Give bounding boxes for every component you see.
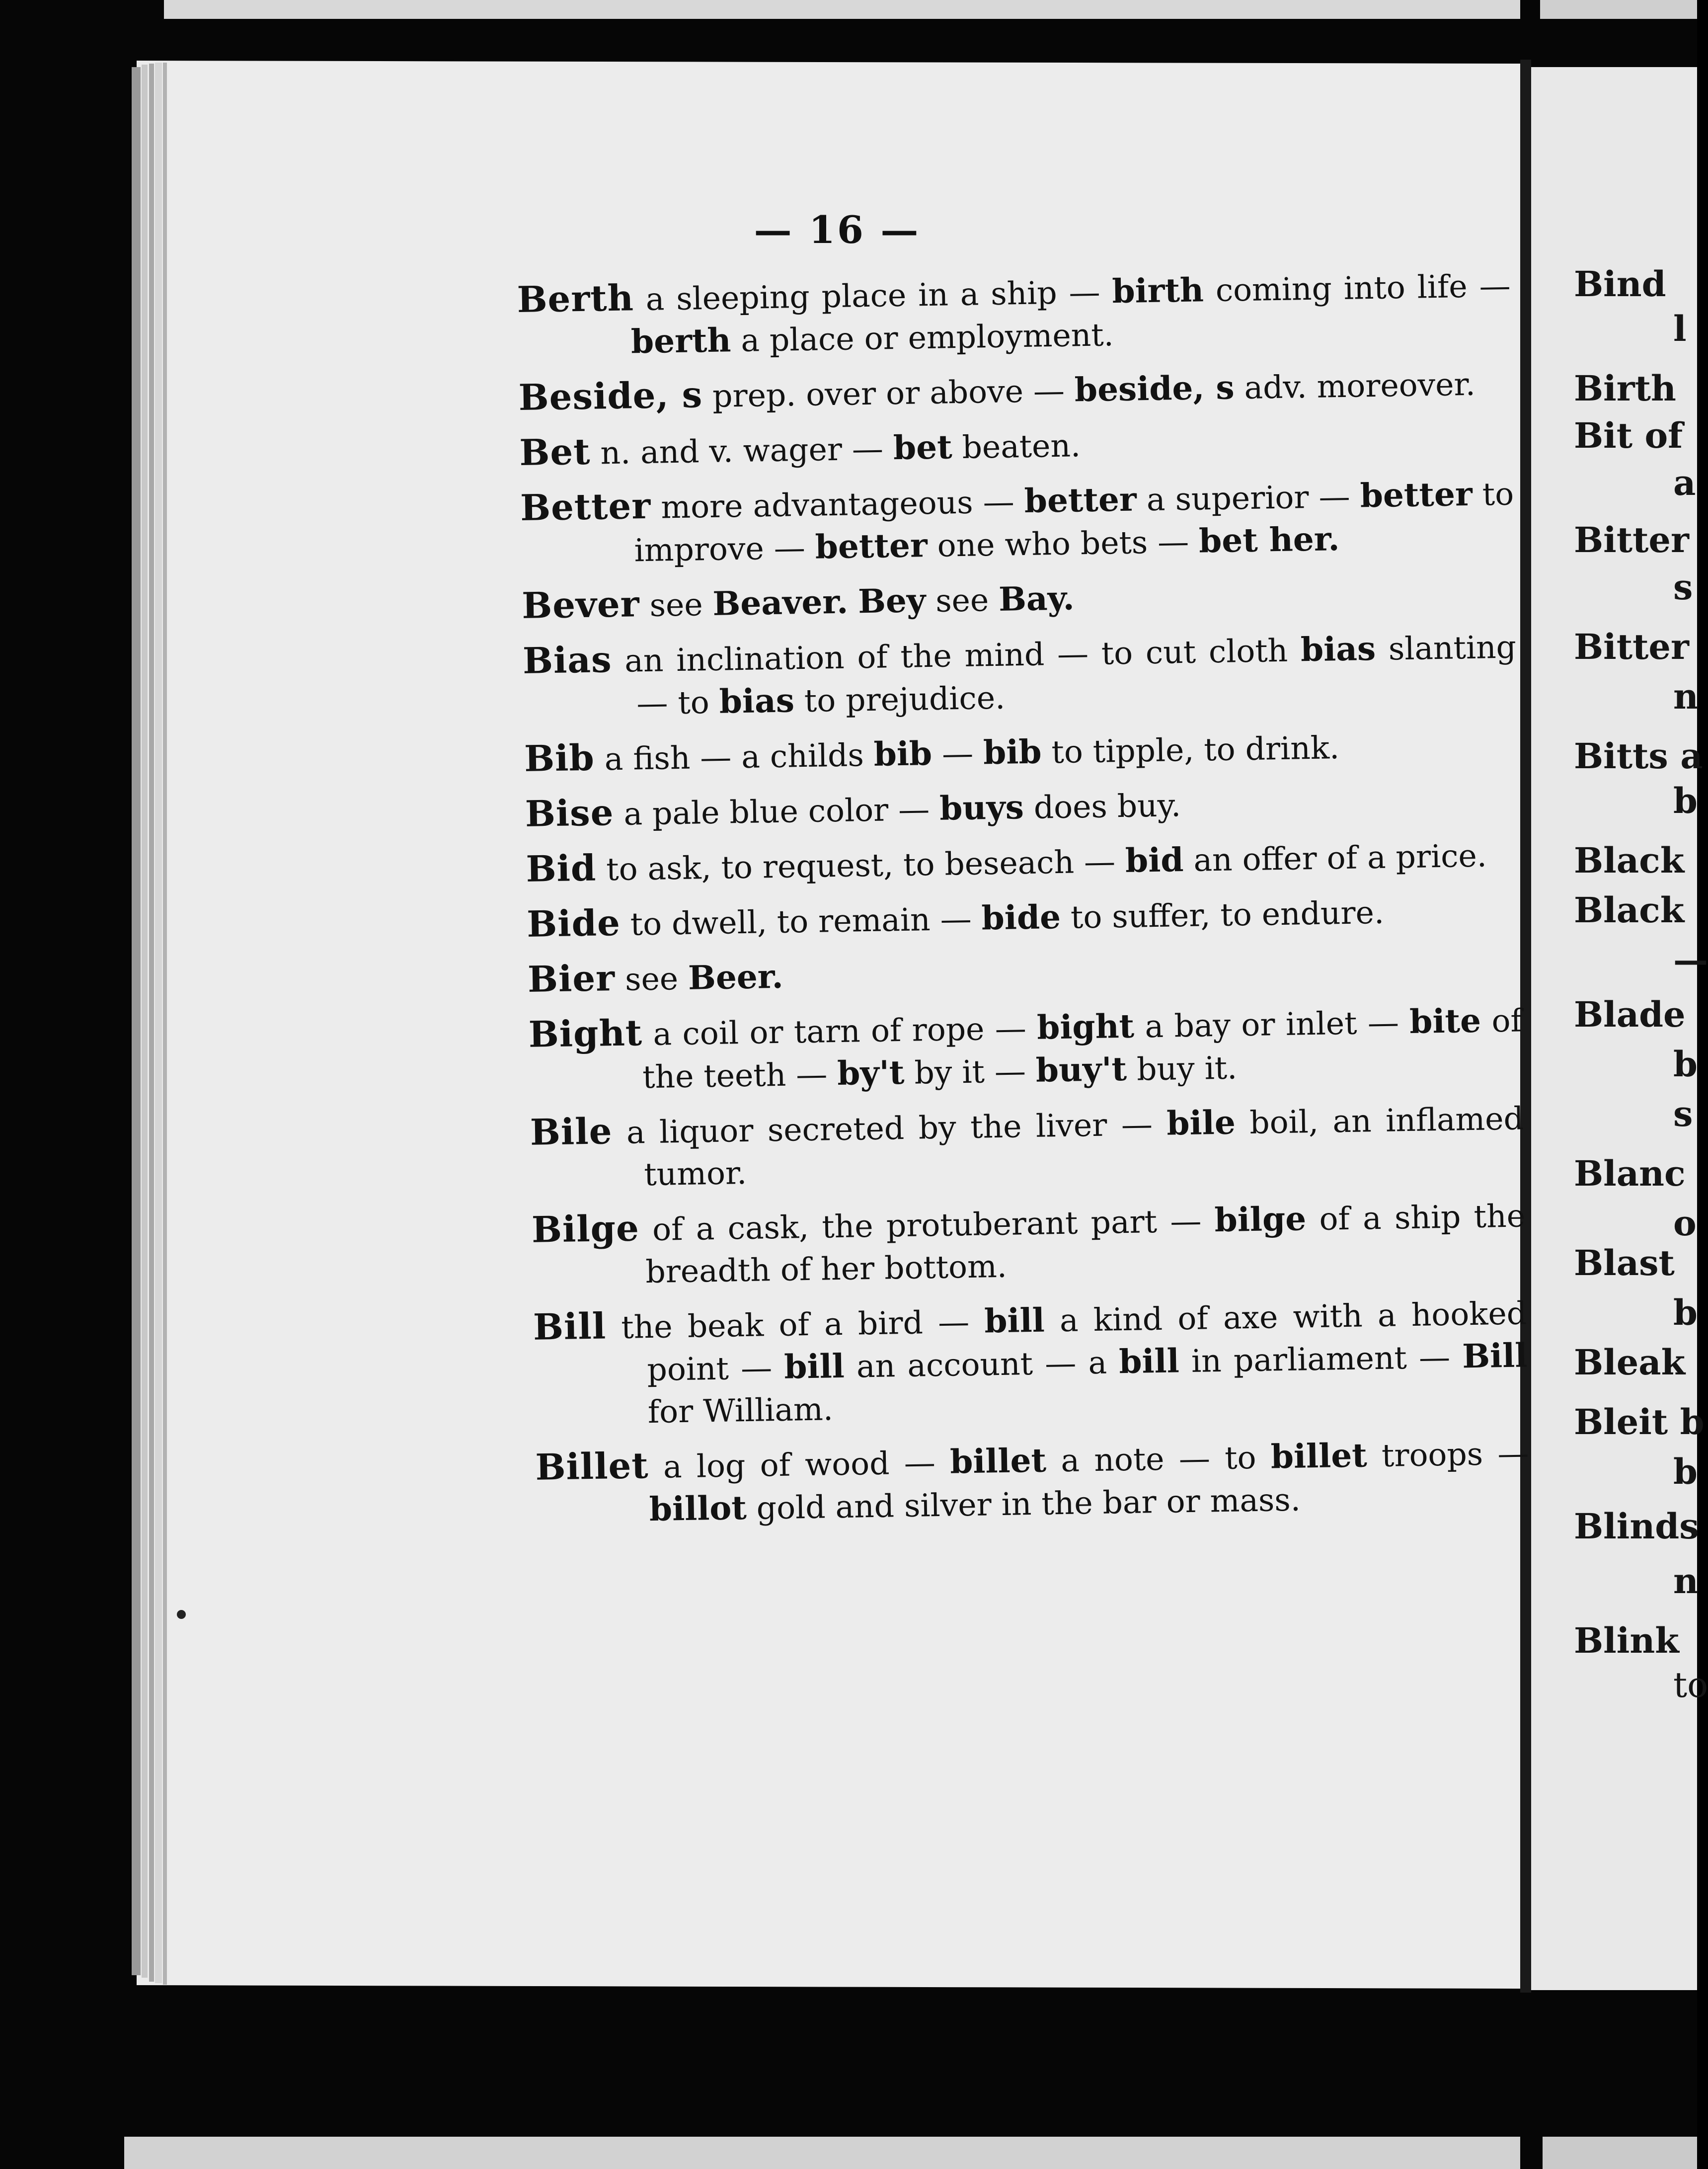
right-page-fragment: l: [1673, 308, 1687, 349]
right-page-fragment: Blink: [1574, 1620, 1679, 1661]
definition-text: n. and v. wager —: [590, 430, 894, 472]
definition-text: a place or employment.: [730, 317, 1114, 359]
neighbouring-page-column: [1574, 248, 1708, 1789]
homophone-word: bet: [893, 427, 953, 468]
headword: Bib: [524, 736, 595, 780]
dictionary-entry: [522, 624, 1517, 726]
right-page-fragment: n: [1673, 676, 1699, 717]
definition-text: in parliament —: [1179, 1339, 1463, 1380]
right-page-fragment: Bitts a: [1574, 735, 1703, 777]
definition-text: an offer of a price.: [1183, 837, 1487, 879]
definition-text: of the teeth —: [642, 1002, 1523, 1096]
right-page-fragment: b: [1673, 1044, 1698, 1085]
homophone-word: Beer.: [688, 957, 784, 997]
right-page-fragment: s: [1673, 1093, 1693, 1134]
right-page-fragment: o: [1673, 1203, 1697, 1244]
dictionary-entry: [528, 997, 1523, 1100]
definition-text: a log of wood —: [648, 1444, 950, 1486]
right-page-fragment: Blinds: [1574, 1506, 1699, 1547]
homophone-word: bet her.: [1198, 519, 1340, 561]
headword: Better: [520, 484, 651, 529]
dictionary-entry: [522, 569, 1516, 629]
right-page-fragment: Bleit b: [1574, 1401, 1705, 1443]
definition-text: to improve —: [634, 476, 1514, 569]
right-page-fragment: Bind: [1574, 263, 1666, 305]
homophone-word: bill: [984, 1300, 1045, 1341]
homophone-word: billet: [949, 1441, 1047, 1481]
homophone-word: bias: [719, 681, 795, 721]
definition-text: by it —: [904, 1052, 1036, 1091]
right-page-fragment: Bit of: [1574, 415, 1683, 456]
definition-text: does buy.: [1023, 787, 1181, 826]
definition-text: to ask, to request, to beseach —: [596, 843, 1126, 888]
homophone-word: buys: [939, 788, 1024, 828]
homophone-word: Bay.: [998, 578, 1075, 619]
headword: Bet: [519, 430, 591, 474]
definition-text: for William.: [647, 1391, 834, 1431]
definition-text: a superior —: [1136, 478, 1361, 518]
definition-text: a sleeping place in a ship —: [633, 274, 1113, 318]
definition-text: —: [932, 735, 984, 772]
definition-text: to prejudice.: [794, 679, 1006, 720]
definition-text: slanting — to: [636, 629, 1517, 722]
definition-text: to dwell, to remain —: [620, 900, 982, 943]
right-page-fragment: b: [1673, 1292, 1698, 1333]
headword: Berth: [517, 276, 634, 321]
headword: Bill: [533, 1304, 607, 1348]
definition-text: troops —: [1367, 1435, 1529, 1474]
definition-text: buy it.: [1126, 1049, 1238, 1088]
homophone-word: billot: [649, 1488, 747, 1529]
definition-text: adv. moreover.: [1234, 366, 1476, 406]
right-page-fragment: Bleak: [1574, 1342, 1686, 1383]
homophone-word: buy't: [1035, 1049, 1127, 1090]
dictionary-entries: [517, 263, 1530, 1544]
homophone-word: better: [815, 526, 928, 566]
definition-text: an inclination of the mind — to cut cloth: [611, 632, 1301, 680]
right-page-fragment: Bitter: [1574, 519, 1689, 561]
definition-text: boil, an inflamed tumor.: [643, 1100, 1524, 1193]
headword: Bever: [521, 582, 640, 627]
right-page-fragment: a: [1673, 462, 1696, 503]
right-page-fragment: b: [1673, 780, 1698, 821]
homophone-word: better: [1024, 480, 1137, 521]
dictionary-entry: [520, 471, 1515, 573]
homophone-word: Bey: [857, 581, 926, 621]
dictionary-entry: [535, 1430, 1530, 1532]
definition-text: a note — to: [1046, 1439, 1271, 1479]
dictionary-entry: [530, 1095, 1524, 1197]
homophone-word: better: [1360, 474, 1473, 515]
headword: Bide: [526, 901, 621, 945]
dictionary-entry: [533, 1290, 1528, 1435]
headword: Bilge: [531, 1206, 640, 1251]
homophone-word: bid: [1125, 840, 1184, 880]
right-page-fragment: s: [1673, 566, 1693, 608]
homophone-word: bile: [1166, 1103, 1236, 1143]
dictionary-entry: [525, 777, 1519, 836]
dictionary-entry: [526, 832, 1520, 891]
definition-text: of a cask, the protuberant part —: [639, 1203, 1215, 1248]
definition-text: a fish — a childs: [594, 736, 874, 778]
definition-text: an account — a: [844, 1344, 1119, 1385]
headword: Bias: [522, 638, 613, 682]
definition-text: a bay or inlet —: [1134, 1004, 1410, 1045]
definition-text: the beak of a bird —: [606, 1303, 985, 1346]
headword: Beside, s: [518, 373, 703, 418]
homophone-word: bill: [783, 1346, 845, 1386]
right-page-fragment: —: [1673, 939, 1708, 980]
definition-text: gold and silver in the bar or mass.: [746, 1481, 1301, 1527]
right-page-fragment: Bitter: [1574, 626, 1689, 667]
homophone-word: bide: [981, 897, 1061, 938]
definition-text: prep. over or above —: [702, 372, 1075, 415]
dictionary-entry: [527, 887, 1521, 947]
dictionary-entry: [527, 942, 1521, 1002]
dictionary-entry: [524, 722, 1518, 781]
homophone-word: bill: [1118, 1341, 1180, 1381]
homophone-word: bight: [1036, 1006, 1135, 1047]
homophone-word: Bill: [1462, 1336, 1528, 1376]
margin-speck: [177, 1610, 186, 1619]
page-number: — 16 —: [754, 208, 921, 252]
homophone-word: bias: [1300, 629, 1376, 669]
definition-text: to suffer, to endure.: [1060, 894, 1385, 936]
definition-text: to tipple, to drink.: [1041, 729, 1340, 771]
homophone-word: berth: [630, 321, 732, 361]
homophone-word: bite: [1409, 1001, 1481, 1041]
headword: Bid: [526, 846, 597, 890]
definition-text: see: [615, 960, 689, 998]
definition-text: see: [639, 586, 713, 624]
headword: Bier: [527, 957, 616, 1000]
definition-text: see: [925, 581, 999, 620]
dictionary-entry: [531, 1193, 1526, 1294]
homophone-word: billet: [1270, 1436, 1368, 1476]
right-page-fragment: Black: [1574, 840, 1685, 881]
dictionary-entry: [519, 416, 1513, 476]
definition-text: a liquor secreted by the liver —: [612, 1106, 1167, 1151]
headword: Bight: [528, 1011, 643, 1055]
right-page-fragment: Blanc: [1574, 1153, 1686, 1194]
definition-text: of a ship the breadth of her bottom.: [645, 1198, 1526, 1290]
right-page-fragment: Birth: [1574, 368, 1676, 409]
homophone-word: bib: [873, 733, 932, 774]
definition-text: one who bets —: [927, 523, 1199, 564]
homophone-word: Beaver.: [712, 582, 849, 623]
right-page-fragment: Blade: [1574, 994, 1686, 1035]
homophone-word: beside, s: [1074, 368, 1235, 409]
definition-text: a pale blue color —: [613, 791, 940, 833]
headword: Billet: [535, 1444, 649, 1488]
homophone-word: birth: [1111, 270, 1204, 311]
right-page-fragment: to: [1673, 1665, 1708, 1705]
headword: Bise: [525, 791, 615, 835]
dictionary-entry: [517, 263, 1512, 365]
right-page-fragment: Blast: [1574, 1242, 1675, 1284]
homophone-word: by't: [837, 1052, 905, 1093]
definition-text: [848, 584, 858, 620]
headword: Bile: [530, 1110, 613, 1153]
dictionary-entry: [518, 361, 1512, 420]
right-page-fragment: n: [1673, 1560, 1699, 1602]
homophone-word: bilge: [1214, 1199, 1307, 1240]
right-page-fragment: Black: [1574, 889, 1685, 931]
homophone-word: bib: [983, 732, 1042, 772]
definition-text: a kind of axe with a hooked point —: [646, 1295, 1527, 1388]
definition-text: coming into life —: [1203, 267, 1511, 309]
definition-text: beaten.: [952, 427, 1081, 466]
definition-text: a coil or tarn of rope —: [642, 1010, 1037, 1053]
right-page-fragment: b: [1673, 1451, 1698, 1492]
definition-text: more advantageous —: [650, 483, 1025, 526]
